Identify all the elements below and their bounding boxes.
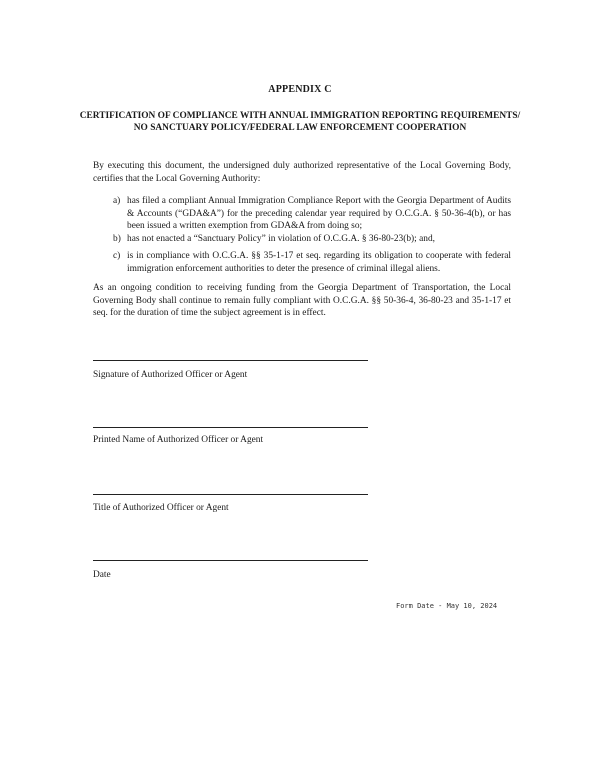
signature-label: Signature of Authorized Officer or Agent [93, 370, 248, 380]
date-line[interactable] [93, 560, 368, 561]
printed-name-line[interactable] [93, 427, 368, 428]
signature-line[interactable] [93, 360, 368, 361]
item-text: has filed a compliant Annual Immigration Compliance Report with the Georgia Department of Audits & Accounts (“GDA&A”) for the preceding calendar year required by O.C.G.A. § 50-36-4(b), or has been issued a written exemption from GDA&A from doing so; [127, 196, 511, 231]
item-marker: a) [113, 196, 121, 206]
closing-paragraph: As an ongoing condition to receiving funding from the Georgia Department of Transportation, the Local Governing Body shall continue to remain fully compliant with O.C.G.A. §§ 50-36-4, 36-80-23 and 35-1-17 et seq. for the duration of time the subject agreement is in effect. [93, 283, 511, 318]
heading-line-1: CERTIFICATION OF COMPLIANCE WITH ANNUAL IMMIGRATION REPORTING REQUIREMENTS/ [79, 111, 521, 121]
date-label: Date [93, 570, 111, 580]
title-line[interactable] [93, 494, 368, 495]
certification-heading [40, 110, 560, 134]
heading-line-2: NO SANCTUARY POLICY/FEDERAL LAW ENFORCEMENT COOPERATION [133, 123, 467, 133]
item-marker: c) [113, 251, 121, 261]
item-marker: b) [113, 234, 121, 244]
appendix-title: APPENDIX C [268, 84, 332, 95]
item-text: has not enacted a “Sanctuary Policy” in violation of O.C.G.A. § 36-80-23(b); and, [127, 234, 435, 244]
form-date-footer: Form Date - May 10, 2024 [396, 602, 498, 610]
title-label: Title of Authorized Officer or Agent [93, 503, 229, 513]
item-text: is in compliance with O.C.G.A. §§ 35-1-17 et seq. regarding its obligation to cooperate with federal immigration enforcement authorities to deter the presence of criminal illegal aliens. [127, 251, 511, 274]
printed-name-label: Printed Name of Authorized Officer or Agent [93, 435, 264, 445]
intro-paragraph: By executing this document, the undersigned duly authorized representative of the Local Governing Body, certifies that the Local Governing Authority: [93, 161, 511, 184]
